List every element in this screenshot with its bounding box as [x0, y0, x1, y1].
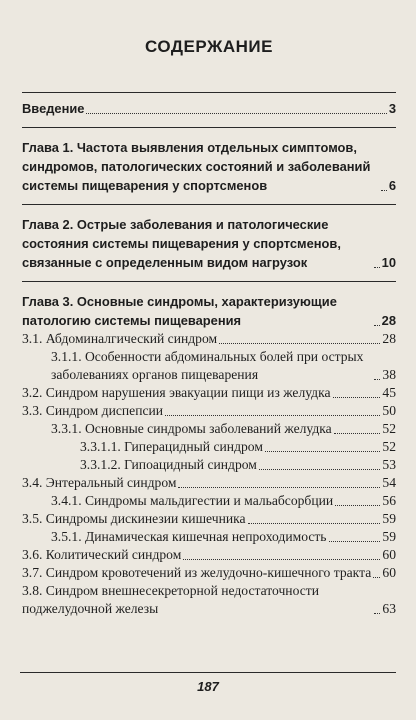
- toc-entry-3-1-1: 3.1.1. Особенности абдоминальных болей при острых заболеваниях органов пищеварения 38: [51, 349, 396, 382]
- page-title: СОДЕРЖАНИЕ: [145, 37, 273, 56]
- toc-entry-3-1: 3.1. Абдоминалгический синдром 28: [22, 331, 396, 346]
- toc-entry-3-4-1: 3.4.1. Синдромы мальдигестии и мальабсорбции 56: [51, 493, 396, 508]
- toc-entry-3-8: 3.8. Синдром внешнесекреторной недостаточности поджелудочной железы 63: [22, 583, 396, 616]
- toc-rule: [22, 127, 396, 128]
- toc-entry-3-5-1: 3.5.1. Динамическая кишечная непроходимость 59: [51, 529, 396, 544]
- toc-rule: [22, 281, 396, 282]
- toc-entry-3-7: 3.7. Синдром кровотечений из желудочно-кишечного тракта 60: [22, 565, 396, 580]
- footer-rule: [20, 672, 396, 673]
- toc-entry-3-3-1: 3.3.1. Основные синдромы заболеваний желудка 52: [51, 421, 396, 436]
- toc-entry-3-2: 3.2. Синдром нарушения эвакуации пищи из желудка 45: [22, 385, 396, 400]
- page-number: 187: [197, 679, 219, 694]
- toc-entry-3-3-1-1: 3.3.1.1. Гиперацидный синдром 52: [80, 439, 396, 454]
- toc-rule: [22, 204, 396, 205]
- toc-entry-chapter-1: Глава 1. Частота выявления отдельных симптомов, синдромов, патологических состояний и заболеваний системы пищеварения у спортсменов 6: [22, 140, 396, 193]
- toc-entry-3-6: 3.6. Колитический синдром 60: [22, 547, 396, 562]
- toc-entry-3-4: 3.4. Энтеральный синдром 54: [22, 475, 396, 490]
- table-of-contents: [22, 92, 396, 618]
- toc-entry-3-3: 3.3. Синдром диспепсии 50: [22, 403, 396, 418]
- toc-top-rule: [22, 92, 396, 93]
- toc-entry-3-5: 3.5. Синдромы дискинезии кишечника 59: [22, 511, 396, 526]
- toc-entry-3-3-1-2: 3.3.1.2. Гипоацидный синдром 53: [80, 457, 396, 472]
- page-footer: [20, 672, 396, 694]
- toc-entry-chapter-3: Глава 3. Основные синдромы, характеризующие патологию системы пищеварения 28: [22, 294, 396, 328]
- toc-entry-chapter-2: Глава 2. Острые заболевания и патологические состояния системы пищеварения у спортсменов, связанные с определенным видом нагрузок 10: [22, 217, 396, 270]
- toc-entry-introduction: Введение 3: [22, 101, 396, 116]
